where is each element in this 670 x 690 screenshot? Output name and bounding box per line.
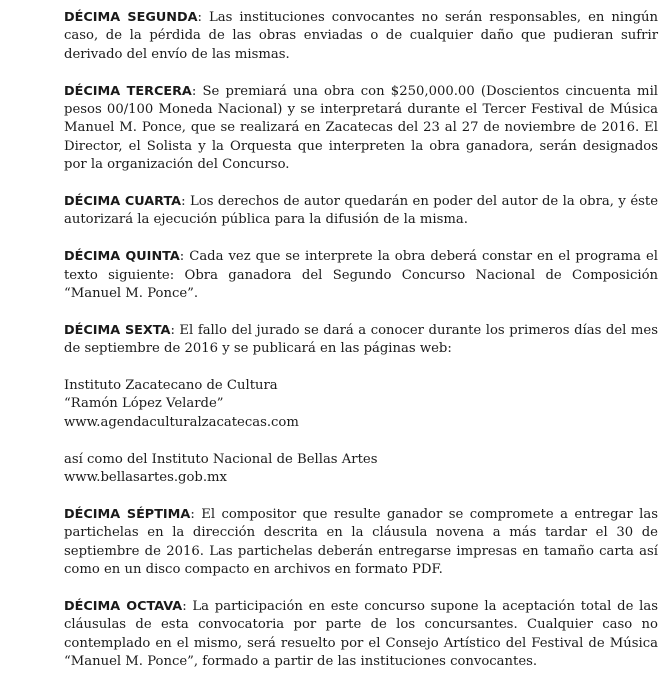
clause-text: : Las instituciones convocantes no serán responsables, en ningún caso, de la pérdida de las obras enviadas o de cualquier daño que pudieran sufrir derivado del envío de las mismas. — [64, 10, 658, 62]
website-url: www.bellasartes.gob.mx — [64, 470, 227, 486]
clause-decima-septima — [64, 506, 658, 580]
document-page — [64, 9, 658, 690]
clause-title: DÉCIMA SÉPTIMA — [64, 506, 191, 522]
clause-text: : Cada vez que se interprete la obra deberá constar en el programa el texto siguiente: Obra ganadora del Segundo Concurso Nacional de Composición “Manuel M. Ponce”. — [64, 249, 658, 302]
clause-title: DÉCIMA OCTAVA — [64, 598, 183, 614]
clause-decima-cuarta — [64, 193, 658, 230]
clause-text: : Los derechos de autor quedarán en poder del autor de la obra, y éste autorizará la ejecución pública para la difusión de la misma. — [64, 194, 658, 228]
clause-text: : El compositor que resulte ganador se compromete a entregar las partichelas en la dirección descrita en la cláusula novena a más tardar el 30 de septiembre de 2016. Las partichelas deberán entregarse impresas en tamaño carta así como en un disco compacto en archivos en formato PDF. — [64, 506, 659, 578]
institution-subtitle: “Ramón López Velarde” — [64, 396, 224, 412]
clause-decima-tercera — [64, 83, 658, 175]
clause-decima-segunda — [64, 9, 658, 64]
clause-title: DÉCIMA QUINTA — [64, 249, 180, 265]
website-block-inba — [64, 451, 658, 488]
clause-text: : El fallo del jurado se dará a conocer durante los primeros días del mes de septiembre de 2016 y se publicará en las páginas web: — [64, 322, 658, 357]
institution-name: Instituto Zacatecano de Cultura — [64, 378, 278, 394]
clause-title: DÉCIMA TERCERA — [64, 83, 192, 99]
clause-text: : Se premiará una obra con $250,000.00 (Doscientos cincuenta mil pesos 00/100 Moneda Nacional) y se interpretará durante el Tercer Festival de Música Manuel M. Ponce, que se realizará en Zacatecas del 23 al 27 de noviembre de 2016. El Director, el Solista y la Orquesta que interpreten la obra ganadora, serán designados por la organización del Concurso. — [64, 83, 659, 173]
website-block-izc — [64, 377, 658, 432]
clause-text: : La participación en este concurso supone la aceptación total de las cláusulas de esta convocatoria por parte de los concursantes. Cualquier caso no contemplado en el mismo, será resuelto por el Consejo Artístico del Festival de Música “Manuel M. Ponce”, formado a partir de las instituciones convocantes. — [64, 598, 658, 670]
website-url: www.agendaculturalzacatecas.com — [64, 414, 299, 430]
clause-decima-sexta — [64, 322, 658, 359]
clause-title: DÉCIMA SEGUNDA — [64, 10, 198, 25]
clause-decima-octava — [64, 598, 658, 672]
clause-title: DÉCIMA CUARTA — [64, 194, 182, 210]
institution-name: así como del Instituto Nacional de Bellas Artes — [64, 451, 378, 467]
clause-decima-quinta — [64, 248, 658, 303]
clause-title: DÉCIMA SEXTA — [64, 322, 171, 338]
